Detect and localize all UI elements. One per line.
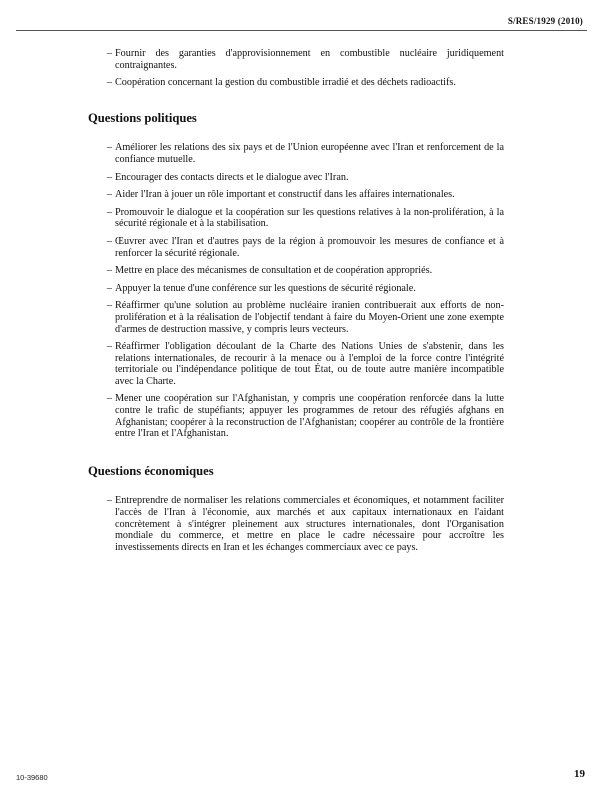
list-item-text: Œuvrer avec l'Iran et d'autres pays de la région à promouvoir les mesures de confiance et à renforcer la sécurité régionale. [115,235,504,259]
political-list [88,142,504,439]
dash-bullet: – [106,189,112,201]
list-item-text: Réaffirmer qu'une solution au problème nucléaire iranien contribuerait aux efforts de non-prolifération et à la réalisation de l'objectif tendant à faire du Moyen-Orient une zone exempte d'armes de destruction massive, y compris leurs vecteurs. [115,300,504,335]
economic-list [88,495,504,553]
list-item-text: Entreprendre de normaliser les relations commerciales et économiques, et notamment faciliter l'accès de l'Iran à l'économie, aux marchés et aux capitaux internationaux en l'aidant concrètement à s'intégrer pleinement aux structures internationales, dont l'Organisation mondiale du commerce, et mettre en place le cadre nécessaire pour accroître les investissements directs en Iran et les échanges commerciaux avec ce pays. [115,495,504,553]
dash-bullet: – [106,142,112,154]
dash-bullet: – [106,341,112,353]
list-item-text: Améliorer les relations des six pays et de l'Union européenne avec l'Iran et renforcement de la confiance mutuelle. [115,142,504,165]
dash-bullet: – [106,48,112,59]
list-item [88,189,504,201]
document-symbol: S/RES/1929 (2010) [507,16,583,26]
dash-bullet: – [106,300,112,312]
list-item-text: Mettre en place des mécanismes de consultation et de coopération appropriés. [115,265,433,277]
list-item [88,495,504,553]
list-item [88,142,504,165]
intro-list [88,48,504,89]
list-item-text: Encourager des contacts directs et le dialogue avec l'Iran. [115,171,349,183]
section-title-economic: Questions économiques [88,463,214,478]
page-number: 19 [574,768,585,780]
list-item [88,236,504,259]
dash-bullet: – [106,235,112,247]
list-item [88,341,504,387]
list-item-text: Promouvoir le dialogue et la coopération sur les questions relatives à la non-prolifération, à la sécurité régionale et à la stabilisation. [115,206,504,230]
list-item [88,207,504,230]
dash-bullet: – [106,206,112,218]
list-item [88,300,504,335]
dash-bullet: – [106,495,112,507]
section-title-political: Questions politiques [88,110,197,125]
list-item [88,172,504,184]
list-item [88,393,504,439]
dash-bullet: – [106,282,112,294]
list-item-text: Appuyer la tenue d'une conférence sur les questions de sécurité régionale. [115,282,416,294]
list-item [88,48,504,71]
list-item-text: Coopération concernant la gestion du combustible irradié et des déchets radioactifs. [115,77,456,89]
dash-bullet: – [106,393,112,405]
list-item [88,283,504,295]
list-item-text: Mener une coopération sur l'Afghanistan, y compris une coopération renforcée dans la lutte contre le trafic de stupéfiants; appuyer les programmes de retour des réfugiés afghans en Afghanistan; coopérer à la reconstruction de l'Afghanistan; coopérer au contrôle de la frontière entre l'Iran et l'Afghanistan. [115,393,504,440]
page-content [88,48,504,559]
document-code: 10-39680 [16,773,48,782]
list-item-text: Aider l'Iran à jouer un rôle important et constructif dans les affaires internationales. [115,189,455,201]
list-item-text: Fournir des garanties d'approvisionnement en combustible nucléaire juridiquement contraignantes. [115,48,504,71]
list-item [88,77,504,89]
dash-bullet: – [106,265,112,277]
header-rule [16,30,587,31]
dash-bullet: – [106,171,112,183]
list-item [88,265,504,277]
dash-bullet: – [106,77,112,89]
list-item-text: Réaffirmer l'obligation découlant de la Charte des Nations Unies de s'abstenir, dans les relations internationales, de recourir à la menace ou à l'emploi de la force contre l'intégrité territoriale ou l'indépendance politique de tout État, ou de toute autre manière incompatible avec la Charte. [115,341,504,387]
